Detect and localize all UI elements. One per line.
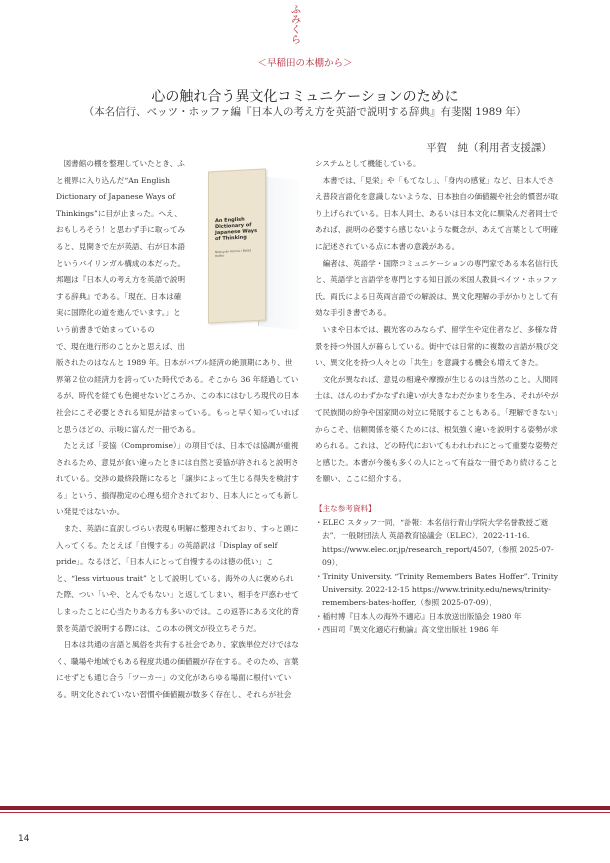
reference-item: ・ELEC スタッフ一同．“訃報：本名信行青山学院大学名誉教授ご逝去”．一般財団法人 英語教育協議会（ELEC）．2022-11-16. https://www.elec.or.jp/research_report/4507,（参照 2025-07-09）． — [315, 517, 554, 568]
masthead-logo: ふみくら — [291, 5, 301, 46]
page-number: 14 — [18, 834, 30, 844]
book-cover-title: An English Dictionary of Japanese Ways of Thinking — [215, 216, 258, 243]
book-photo — [194, 160, 304, 340]
left-paragraph-2: たとえば「妥協（Compromise）」の項目では、日本では協調が重視されるため、意見が食い違ったときには自然と妥協が許されると説明されている。交渉の最終段階になると「譲歩によって生じる得失を検討する」という、損得勘定の心理も紹介されており、日本人にとっても新しい発見ではないか。 — [56, 441, 299, 517]
author-line: 平賀 純（利用者支援課） — [426, 142, 552, 154]
footer-rule-thin — [0, 812, 610, 813]
right-paragraph-0: システムとして機能している。 — [315, 159, 421, 168]
left-paragraph-4: 日本は共通の言語と風俗を共有する社会であり、家族単位だけではなく、職場や地域でもある程度共通の価値観が存在する。そのため、言葉にせずとも通じ合う「ツーカー」の文化があらゆる場面に根付いている。明文化されていない習慣や価値観が数多く存在し、それらが社会 — [56, 640, 299, 699]
reference-item: ・稲村博『日本人の海外不適応』日本放送出版協会 1980 年 — [315, 611, 522, 621]
article-title: 心の触れ合う異文化コミュニケーションのために — [151, 89, 459, 105]
left-paragraph-1-end: で、現在進行形のことかと思えば、出版されたのはなんと 1989 年。日本がバブル経済の絶頂期にあり、世界第２位の経済力を誇っていた時代である。そこから 36 年経過しているが、時代を経ても色褪せないどころか、この本にはむしろ現代の日本社会にこそ必要とされる知見が詰まっている。もっと早く知っていればと思うほどの、示唆に富んだ一冊である。 — [56, 341, 299, 434]
article-subtitle: （本名信行、ベッツ・ホッファ編『日本人の考え方を英語で説明する辞典』有斐閣 1989 年） — [83, 106, 527, 118]
references-heading: 【主な参考資料】 — [315, 503, 376, 513]
right-column — [315, 156, 561, 637]
section-heading: ＜早稲田の本棚から＞ — [257, 58, 353, 69]
reference-item: ・西田司『異文化適応行動論』高文堂出版社 1986 年 — [315, 625, 499, 635]
right-paragraph-2: 編者は、英語学・国際コミュニケーションの専門家である本名信行氏と、英語学と言語学を専門とする知日派の米国人教員ベイツ・ホッファ氏。両氏による日英両言語での解説は、異文化理解の手がかりとして有効な手引き書である。 — [315, 258, 558, 318]
footer-rule — [0, 806, 610, 810]
left-column — [56, 156, 300, 704]
left-paragraph-1-start: 図書館の棚を整理していたとき、ふと視界に入り込んだ“An English Dictionary of Japanese Ways of Thinkings”に目が止まった。へえ、おもしろそう！と思わず手に取ってみると、見開きで左が英語、右が日本語というバイリンガル構成の本だった。邦題は『日本人の考え方を英語で説明する辞典』である。「現在、日本は確実に国際化の道を進んでいます。」という前書きで始まっているの — [56, 159, 186, 334]
right-paragraph-4: 文化が異なれば、意見の相違や摩擦が生じるのは当然のこと。人間同士は、ほんのわずかなずれ違いが大きなわだかまりを生み、それがやがて民族間の紛争や国家間の対立に発展することもある。「理解できない」からこそ、信頼関係を築くためには、根気強く違いを説明する姿勢が求められる。これは、どの時代においてもわれわれにとって重要な姿勢だと感じた。本書が今後も多くの人にとって有益な一冊であり続けることを願い、ここに紹介する。 — [315, 374, 559, 484]
book-cover — [208, 168, 266, 323]
right-paragraph-1: 本書では、「見栄」や「もてなし」、「身内の感覚」など、日本人でさえ普段言語化を意識しないような、日本独自の価値観や社会的慣習が取り上げられている。日本人同士、あるいは日本文化に馴染んだ者同士であれば、説明の必要すら感じないような概念が、あえて言葉として明確に記述されている点に本書の意義がある。 — [315, 175, 558, 251]
left-paragraph-3: また、英語に直訳しづらい表現も明解に整理されており、すっと頭に入ってくる。たとえば「自慢する」の英語訳は「Display of self pride」。なるほど、「日本人にとって自慢するのは徳の低い」こと、“less virtuous trait” として説明している。海外の人に褒められた際、つい「いや、とんでもない」と返してしまい、相手を戸惑わせてしまったことに心当たりある方も多いのでは。この返答にある文化的背景を英語で説明する際には、この本の例文が役立ちそうだ。 — [56, 524, 299, 633]
right-paragraph-3: いまや日本では、観光客のみならず、留学生や定住者など、多様な背景を持つ外国人が暮らしている。街中では日常的に複数の言語が飛び交い、異文化を持つ人々との「共生」を意識する機会も増えてきた。 — [315, 324, 558, 368]
book-cover-subline: Nobuyuki Honna / Bates Hoffer — [215, 248, 252, 259]
reference-item: ・Trinity University. “Trinity Remembers Bates Hoffer”. Trinity University. 2022-12-15 https://www.trinity.edu/news/trinity-remembers-bates-hoffer,（参照 2025-07-09）． — [315, 571, 559, 608]
